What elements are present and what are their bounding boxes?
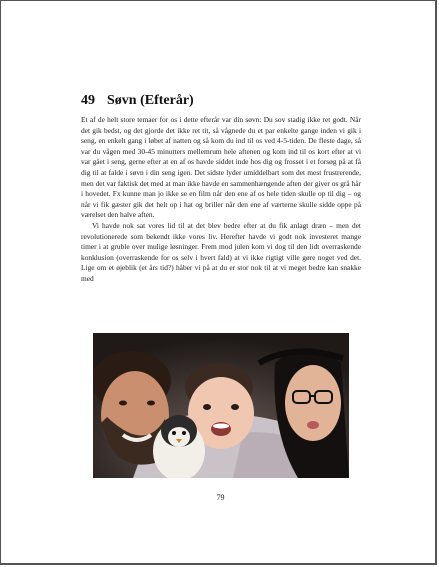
section-title: Søvn (Efterår) — [107, 93, 194, 108]
family-photo — [93, 333, 349, 478]
section-heading — [81, 93, 194, 109]
section-number: 49 — [81, 93, 95, 108]
body-text — [81, 115, 361, 285]
page-number: 79 — [216, 493, 225, 502]
paragraph: Et af de helt store temaer for os i dette efterår var din søvn: Du sov stadig ikke ret godt. Når det gik bedst, og det gjorde det ikke ret tit, så vågnede du et par enkelte gange inden vi gik i seng, en enkelt gang i løbet af natten og så kom du ind til os ved 4-5-tiden. De fleste dage, så var du vågen med 30-45 minutters mellemrum hele aftenen og kom ind til os kort efter at vi var gået i seng, gerne efter at en af os havde siddet inde hos dig og frosset i et forsøg på at få dig til at falde i søvn i din seng igen. Det sidste lyder umiddelbart som det mest frustrerende, men det var faktisk det med at man ikke havde en sammenhængende aften der giver os grå hår i hovedet. Fx kunne man jo ikke se en film når den ene af os hele tiden skulle op til dig – og når vi fik gæster gik det helt op i hat og briller når den ene af værterne skulle sidde oppe på værelset den halve aften. — [81, 115, 361, 220]
family-photo-illustration — [93, 333, 349, 478]
paragraph: Vi havde nok sat vores lid til at det blev bedre efter at du fik anlagt dræn – men det revolutionerede som bekendt ikke vores liv. Herefter havde vi godt nok investeret mange timer i at gruble over mulige løsninger. Frem mod julen kom vi dog til den lidt overraskende konklusion (overraskende for os selv i hvert fald) at vi ikke rigtigt ville gøre noget ved det. Lige om et øjeblik (et års tid?) håber vi på at du er stor nok til at vi meget bedre kan snakke med — [81, 220, 361, 283]
